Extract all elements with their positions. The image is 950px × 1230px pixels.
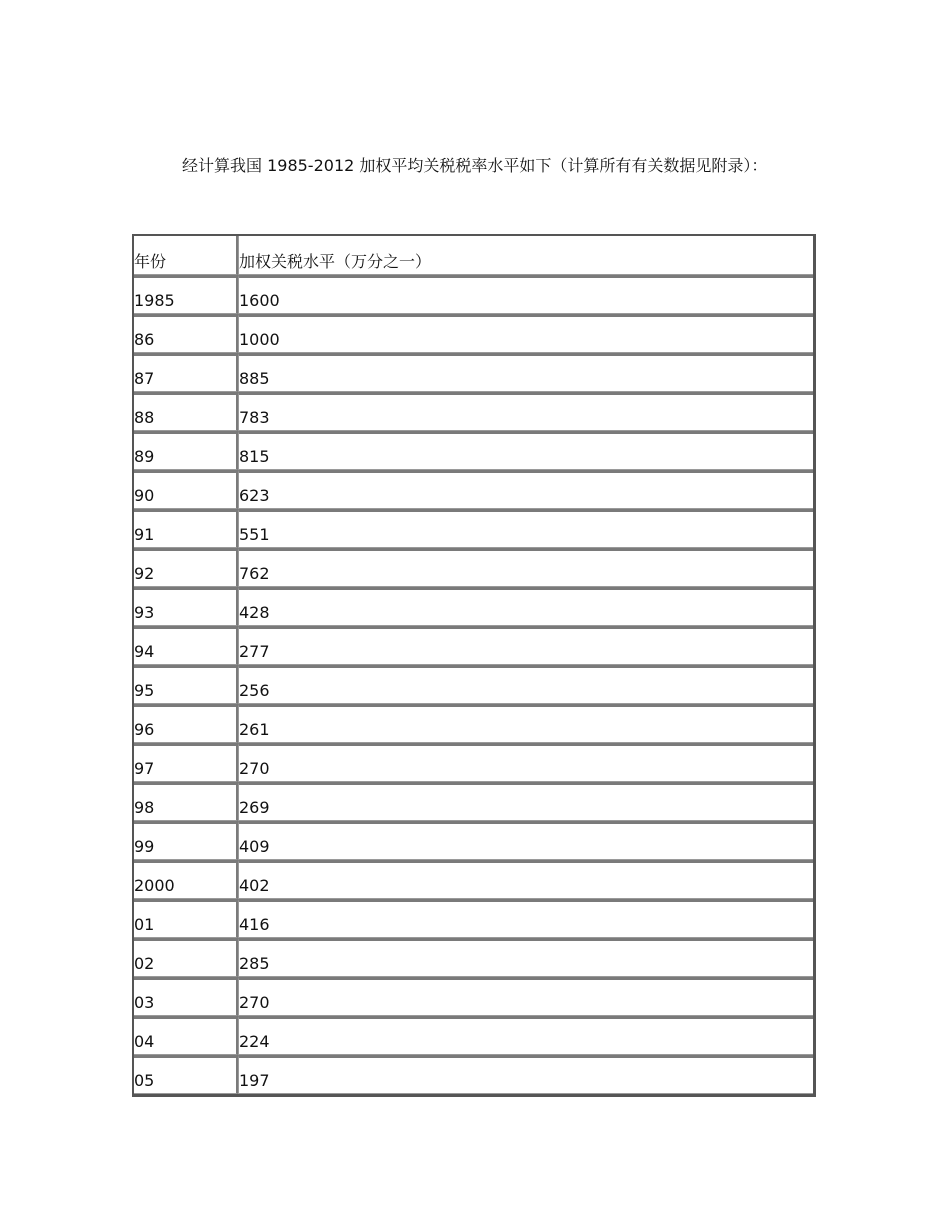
value-cell: 402: [238, 860, 813, 899]
year-cell: 95: [134, 665, 238, 704]
table-body: [134, 275, 813, 1094]
year-cell: 05: [134, 1055, 238, 1094]
year-cell: 93: [134, 587, 238, 626]
table-row: [134, 665, 813, 704]
year-cell: 91: [134, 509, 238, 548]
table-row: [134, 704, 813, 743]
year-cell: 97: [134, 743, 238, 782]
year-cell: 02: [134, 938, 238, 977]
table-row: [134, 392, 813, 431]
table-row: [134, 938, 813, 977]
table-row: [134, 860, 813, 899]
value-cell: 270: [238, 977, 813, 1016]
table-row: [134, 899, 813, 938]
value-cell: 285: [238, 938, 813, 977]
year-cell: 92: [134, 548, 238, 587]
value-cell: 885: [238, 353, 813, 392]
value-cell: 269: [238, 782, 813, 821]
header-value: 加权关税水平（万分之一）: [238, 236, 813, 275]
value-cell: 623: [238, 470, 813, 509]
year-cell: 04: [134, 1016, 238, 1055]
value-cell: 762: [238, 548, 813, 587]
value-cell: 428: [238, 587, 813, 626]
year-cell: 2000: [134, 860, 238, 899]
table-row: [134, 587, 813, 626]
year-cell: 88: [134, 392, 238, 431]
year-cell: 1985: [134, 275, 238, 314]
year-cell: 99: [134, 821, 238, 860]
value-cell: 783: [238, 392, 813, 431]
table-header-row: [134, 236, 813, 275]
table-row: [134, 626, 813, 665]
table-row: [134, 431, 813, 470]
value-cell: 277: [238, 626, 813, 665]
table-row: [134, 1016, 813, 1055]
table-row: [134, 548, 813, 587]
year-cell: 87: [134, 353, 238, 392]
value-cell: 270: [238, 743, 813, 782]
value-cell: 256: [238, 665, 813, 704]
value-cell: 197: [238, 1055, 813, 1094]
value-cell: 1000: [238, 314, 813, 353]
value-cell: 409: [238, 821, 813, 860]
value-cell: 224: [238, 1016, 813, 1055]
table-row: [134, 1055, 813, 1094]
table-row: [134, 353, 813, 392]
year-cell: 89: [134, 431, 238, 470]
year-cell: 94: [134, 626, 238, 665]
table-row: [134, 275, 813, 314]
header-year: 年份: [134, 236, 238, 275]
table-row: [134, 470, 813, 509]
value-cell: 551: [238, 509, 813, 548]
tariff-table: [132, 234, 816, 1097]
table-row: [134, 821, 813, 860]
table-row: [134, 743, 813, 782]
value-cell: 261: [238, 704, 813, 743]
intro-paragraph: 经计算我国 1985-2012 加权平均关税税率水平如下（计算所有有关数据见附录）：: [182, 156, 768, 175]
table-row: [134, 509, 813, 548]
year-cell: 03: [134, 977, 238, 1016]
value-cell: 1600: [238, 275, 813, 314]
year-cell: 86: [134, 314, 238, 353]
year-cell: 96: [134, 704, 238, 743]
value-cell: 815: [238, 431, 813, 470]
year-cell: 90: [134, 470, 238, 509]
table-row: [134, 977, 813, 1016]
table-row: [134, 314, 813, 353]
value-cell: 416: [238, 899, 813, 938]
table-row: [134, 782, 813, 821]
year-cell: 98: [134, 782, 238, 821]
year-cell: 01: [134, 899, 238, 938]
